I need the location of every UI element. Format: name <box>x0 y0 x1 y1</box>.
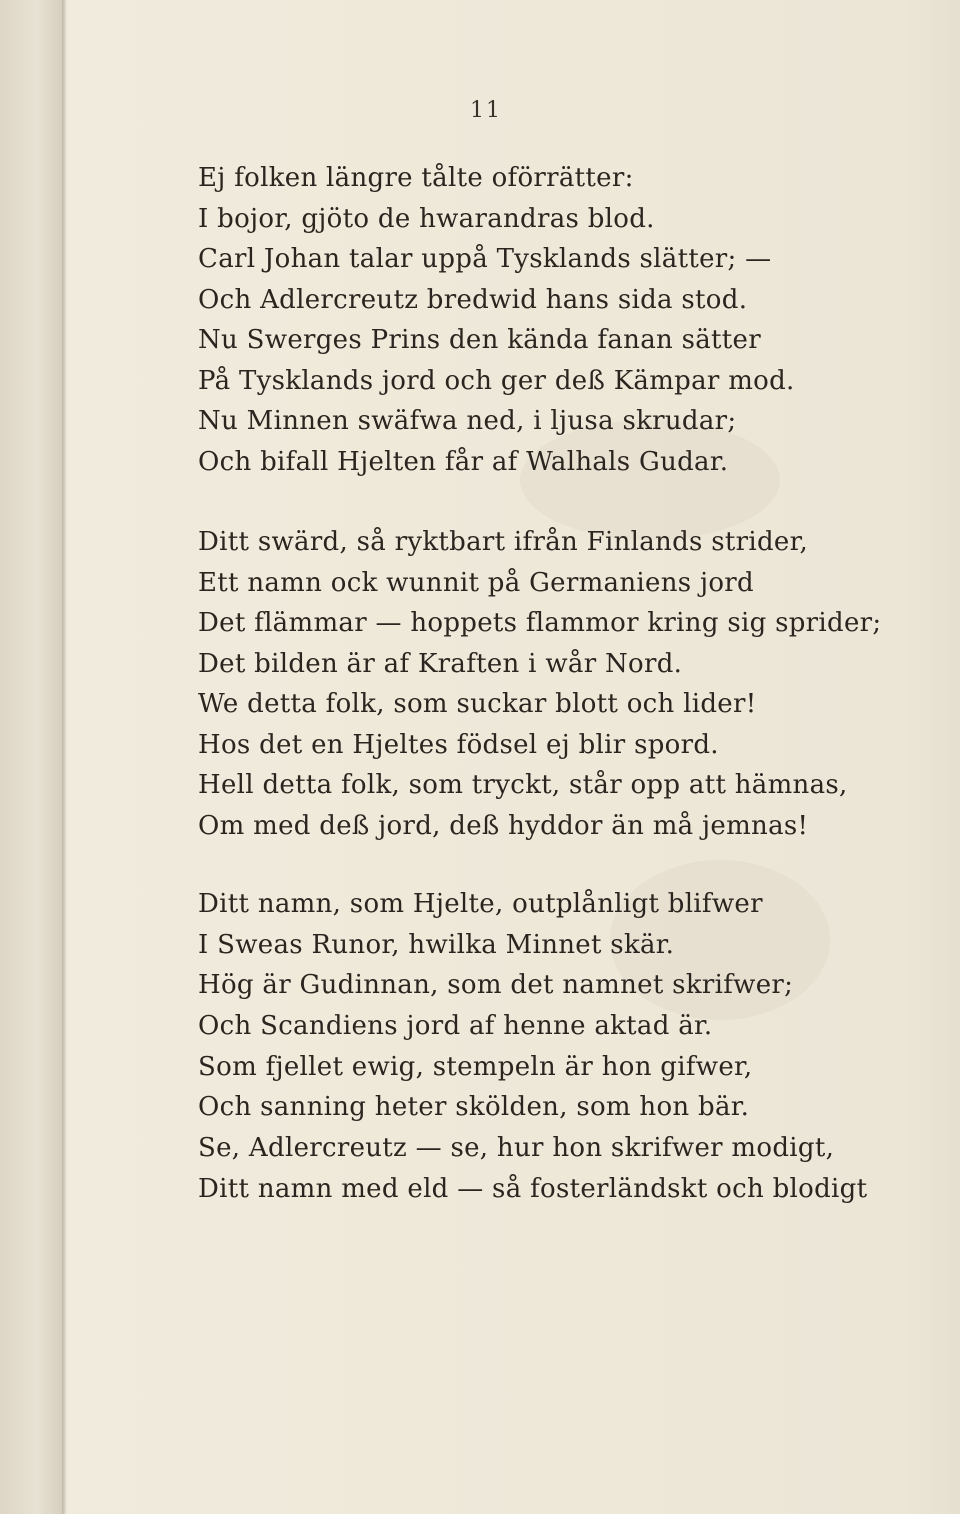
previous-page-edge <box>0 0 62 1514</box>
verse-line: Ditt swärd, så ryktbart ifrån Finlands strider, <box>198 527 809 557</box>
verse-line: På Tysklands jord och ger deß Kämpar mod. <box>198 365 795 396</box>
verse-line: Nu Minnen swäfwa ned, i ljusa skrudar; <box>198 406 737 436</box>
verse-line: Det flämmar — hoppets flammor kring sig sprider; <box>198 608 882 638</box>
verse-line: Hell detta folk, som tryckt, står opp att hämnas, <box>198 770 848 800</box>
stanza-2 <box>198 522 882 846</box>
verse-line: Ditt namn, som Hjelte, outplånligt blifwer <box>198 889 763 919</box>
verse-line: I Sweas Runor, hwilka Minnet skär. <box>198 929 675 960</box>
verse-line: Och bifall Hjelten får af Walhals Gudar. <box>198 446 729 477</box>
page-number: 11 <box>470 98 502 123</box>
verse-line: Nu Swerges Prins den kända fanan sätter <box>198 325 761 355</box>
stanza-3 <box>198 884 868 1210</box>
verse-line: I bojor, gjöto de hwarandras blod. <box>198 203 655 234</box>
verse-line: Carl Johan talar uppå Tysklands slätter; — <box>198 244 772 274</box>
verse-line: Som fjellet ewig, stempeln är hon gifwer, <box>198 1051 753 1082</box>
verse-line: We detta folk, som suckar blott och lider! <box>198 689 757 719</box>
verse-line: Ditt namn med eld — så fosterländskt och blodigt <box>198 1173 868 1204</box>
verse-line: Se, Adlercreutz — se, hur hon skrifwer modigt, <box>198 1133 835 1164</box>
verse-line: Ett namn ock wunnit på Germaniens jord <box>198 567 754 598</box>
stanza-1 <box>198 158 838 482</box>
verse-line: Om med deß jord, deß hyddor än må jemnas! <box>198 810 809 841</box>
verse-line: Det bilden är af Kraften i wår Nord. <box>198 648 683 679</box>
verse-line: Och Adlercreutz bredwid hans sida stod. <box>198 284 748 315</box>
verse-line: Ej folken längre tålte oförrätter: <box>198 163 634 193</box>
verse-line: Och sanning heter skölden, som hon bär. <box>198 1092 750 1123</box>
verse-line: Hög är Gudinnan, som det namnet skrifwer; <box>198 970 794 1001</box>
page-gutter <box>62 0 66 1514</box>
verse-line: Hos det en Hjeltes födsel ej blir spord. <box>198 729 719 760</box>
verse-line: Och Scandiens jord af henne aktad är. <box>198 1011 713 1042</box>
